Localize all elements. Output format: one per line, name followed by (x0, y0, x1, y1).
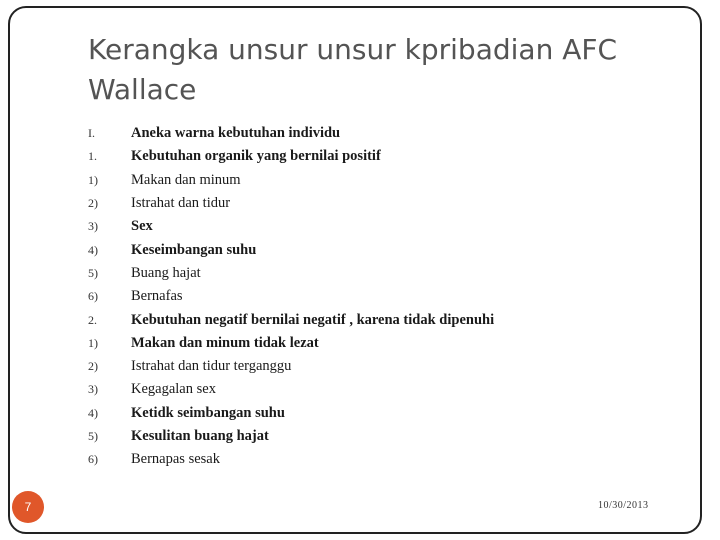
list-item-number: 2) (88, 359, 98, 374)
list-item-text: Buang hajat (131, 264, 201, 281)
list-item (88, 215, 494, 238)
list-item-number: 2) (88, 196, 98, 211)
list-item-number: 1. (88, 149, 97, 164)
list-item-number: 4) (88, 405, 98, 420)
outline-list (88, 122, 494, 471)
list-item (88, 355, 494, 378)
list-item-text: Bernapas sesak (131, 451, 220, 468)
slide-frame (8, 6, 702, 534)
list-item-text: Bernafas (131, 288, 183, 305)
list-item (88, 378, 494, 401)
page-number-badge: 7 (12, 491, 44, 523)
slide-date: 10/30/2013 (598, 500, 649, 511)
list-item-number: 1) (88, 335, 98, 350)
list-item-number: 3) (88, 382, 98, 397)
slide-title: Kerangka unsur unsur kpribadian AFC Wallace (88, 33, 618, 106)
list-item-text: Kesulitan buang hajat (131, 428, 269, 444)
list-item (88, 238, 494, 261)
list-item (88, 402, 494, 425)
list-item-number: 2. (88, 312, 97, 327)
list-item (88, 448, 494, 471)
list-item (88, 308, 494, 331)
list-item (88, 285, 494, 308)
list-item-number: 6) (88, 452, 98, 467)
list-item-number: 6) (88, 289, 98, 304)
list-item-text: Keseimbangan suhu (131, 241, 257, 258)
list-item (88, 332, 494, 355)
list-item-number: 1) (88, 172, 98, 187)
list-item (88, 425, 494, 448)
list-item-text: Kebutuhan negatif bernilai negatif , karena tidak dipenuhi (131, 311, 495, 328)
list-item-text: Makan dan minum tidak lezat (131, 334, 319, 351)
list-item-text: Makan dan minum (131, 171, 241, 188)
list-item-number: 3) (88, 219, 98, 234)
list-item (88, 122, 494, 145)
list-item-text: Aneka warna kebutuhan individu (131, 125, 341, 142)
list-item (88, 262, 494, 285)
list-item (88, 169, 494, 192)
list-item-number: 4) (88, 242, 98, 257)
list-item-text: Ketidk seimbangan suhu (131, 404, 285, 421)
list-item-text: Istrahat dan tidur terganggu (131, 358, 292, 375)
list-item-number: 5) (88, 429, 98, 443)
list-item (88, 145, 494, 168)
list-item-text: Sex (131, 218, 153, 235)
list-item-number: I. (88, 126, 95, 141)
list-item-text: Kegagalan sex (131, 381, 216, 398)
list-item (88, 192, 494, 215)
list-item-number: 5) (88, 265, 98, 280)
list-item-text: Istrahat dan tidur (131, 195, 231, 212)
list-item-text: Kebutuhan organik yang bernilai positif (131, 148, 381, 165)
